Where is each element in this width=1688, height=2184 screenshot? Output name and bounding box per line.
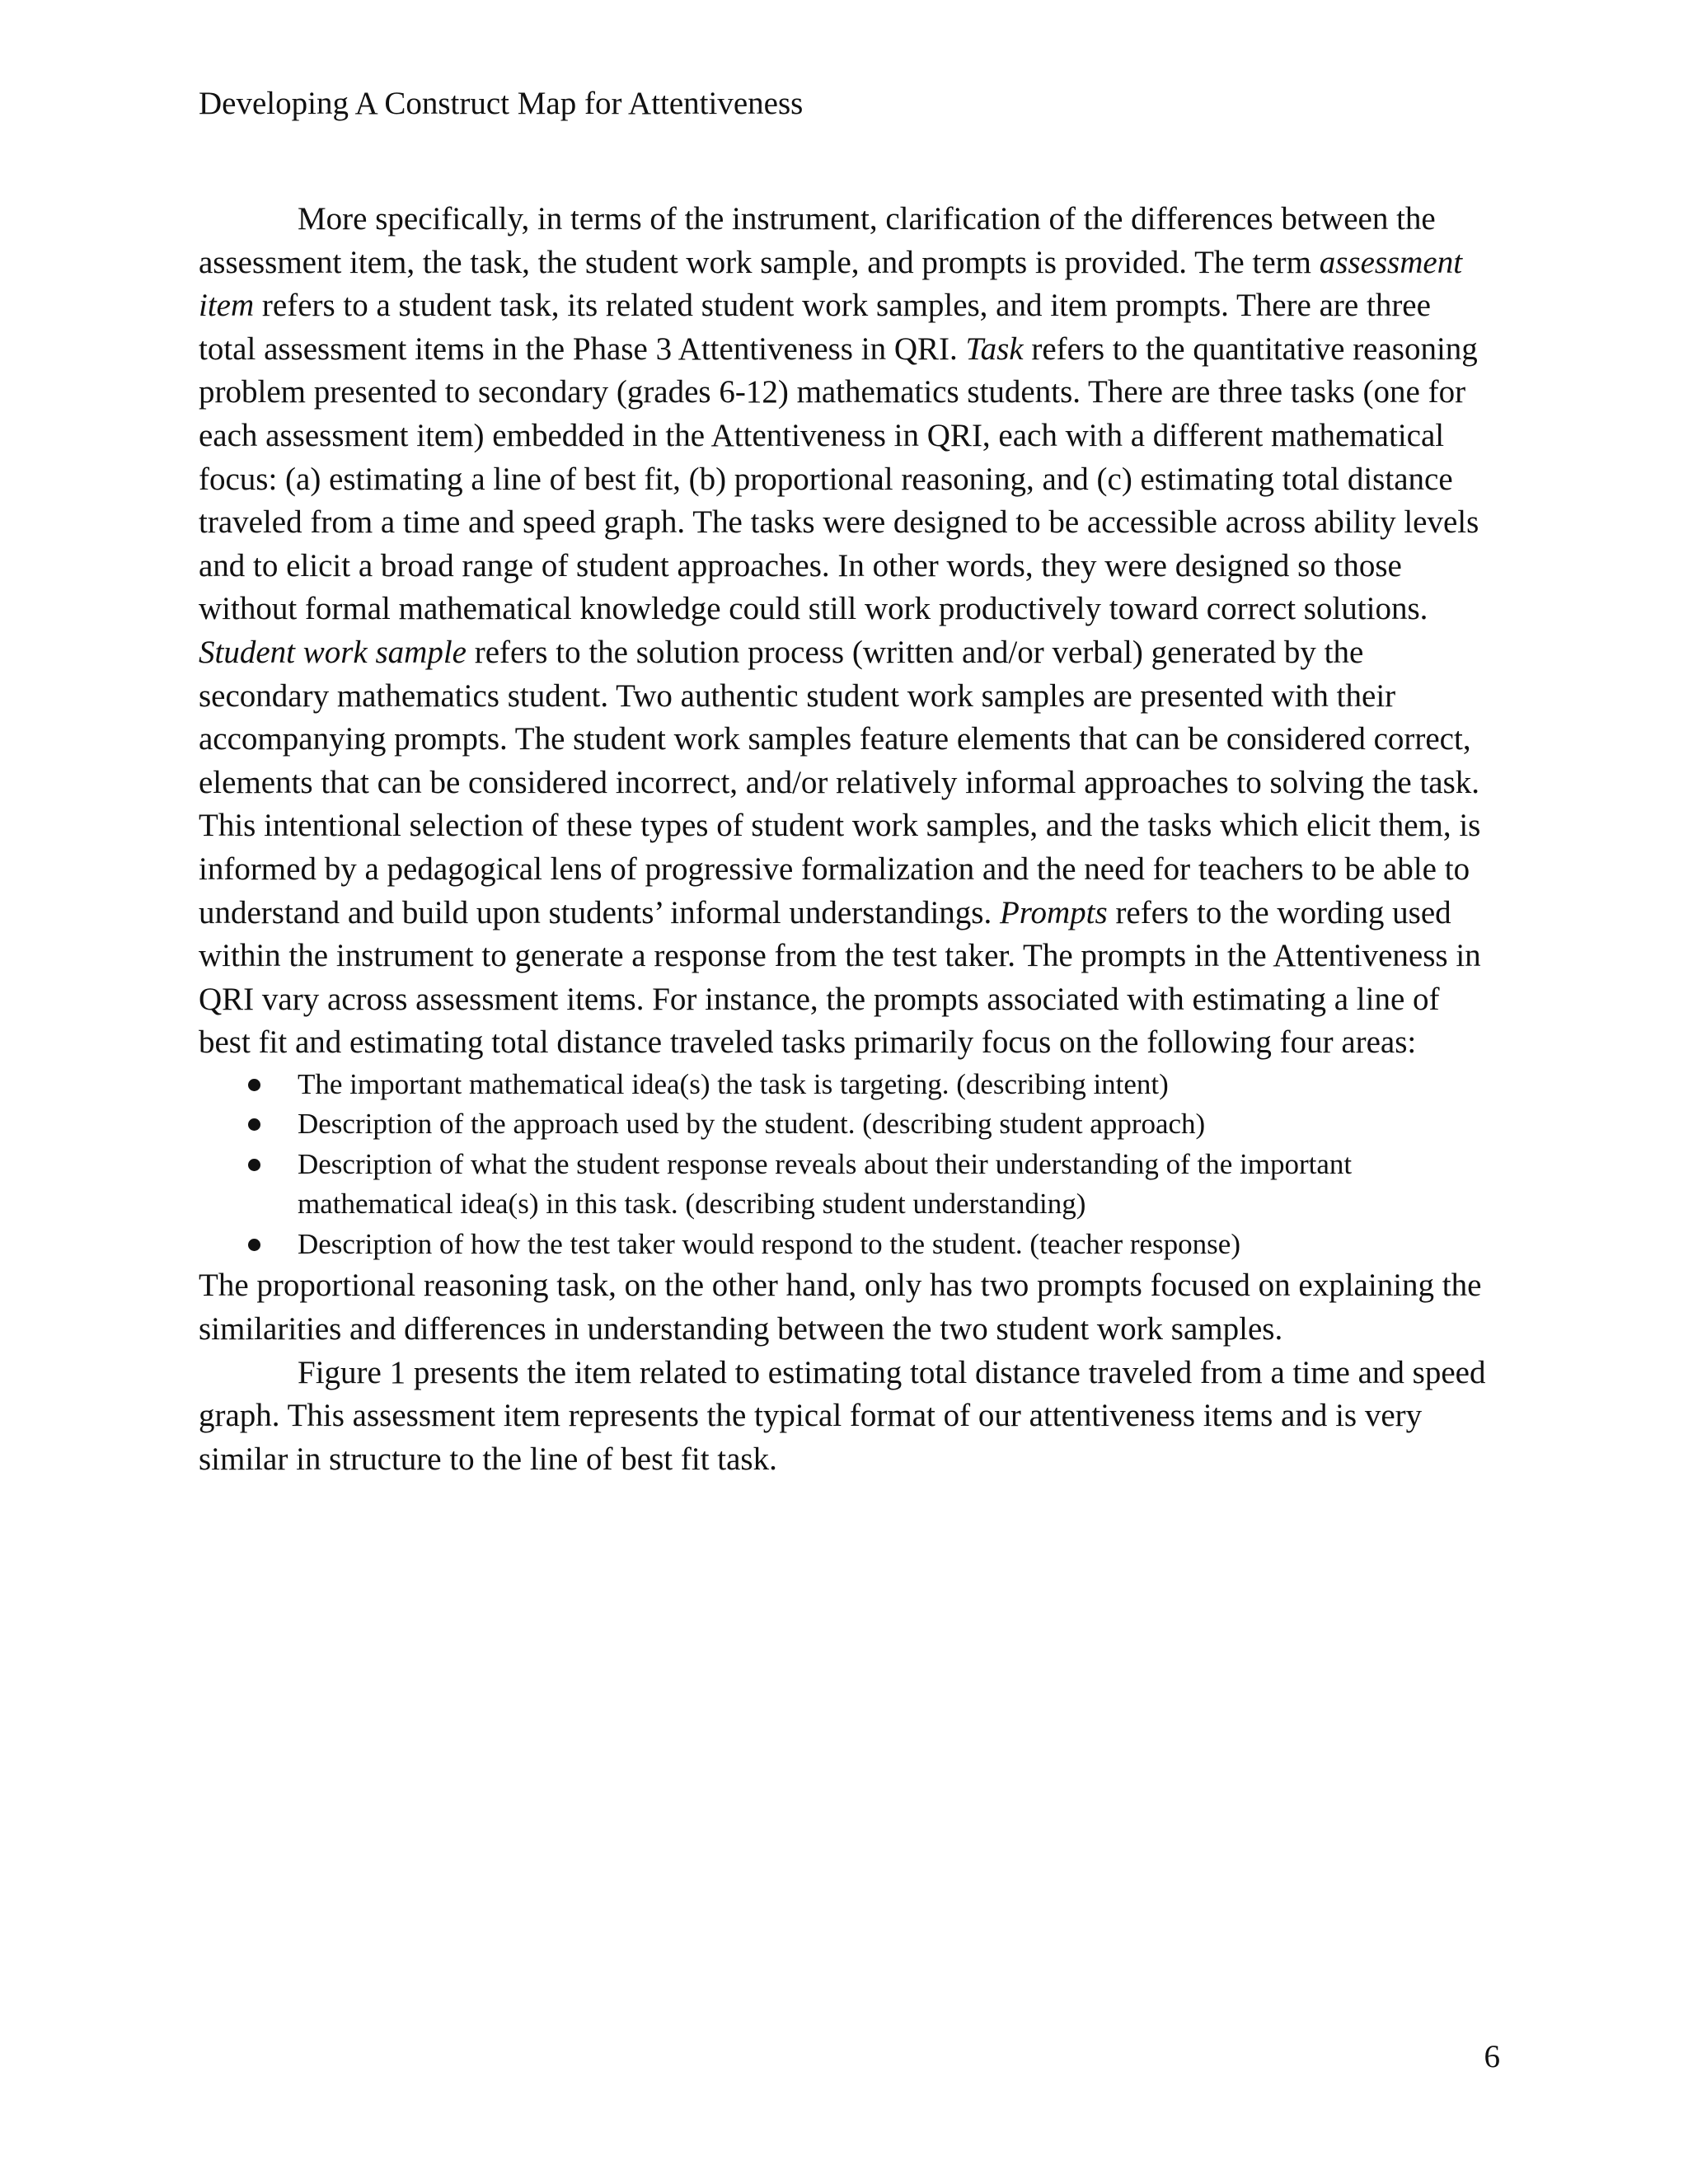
body-text (199, 198, 1493, 1481)
paragraph-figure-reference: Figure 1 presents the item related to estimating total distance traveled from a time and speed graph. This assessment item represents the typical format of our attentiveness items and is very similar in structure to the line of best fit task. (199, 1354, 1486, 1477)
bullet-icon (248, 1079, 260, 1091)
paragraph-terms-definition (199, 198, 1493, 1065)
list-item-text: Description of the approach used by the student. (describing student approach) (298, 1108, 1206, 1141)
term-prompts: Prompts (999, 894, 1108, 930)
list-item (199, 1225, 1493, 1265)
paragraph-text: refers to the solution process (written and/or verbal) generated by the secondary mathematics student. Two authentic student work samples are presented with their accompanying prompts. The student work samples feature elements that can be considered correct, elements that can be considered incorrect, and/or relatively informal approaches to solving the task. This intentional selection of these types of student work samples, and the tasks which elicit them, is informed by a pedagogical lens of progressive formalization and the need for teachers to be able to understand and build upon students’ informal understandings. (199, 634, 1481, 930)
term-assessment-item: assessment item (199, 244, 1463, 324)
list-item-text: Description of how the test taker would respond to the student. (teacher response) (298, 1227, 1240, 1260)
term-student-work-sample: Student work sample (199, 634, 467, 670)
list-item (199, 1065, 1493, 1105)
page-number: 6 (1484, 2039, 1500, 2074)
list-item-text: Description of what the student response reveals about their understanding of the important mathematical idea(s) in this task. (describing student understanding) (298, 1147, 1353, 1221)
paragraph-text: refers to the wording used within the instrument to generate a response from the test taker. The prompts in the Attentiveness in QRI vary across assessment items. For instance, the prompts associated with estimating a line of best fit and estimating total distance traveled tasks primarily focus on the following four areas: (199, 894, 1481, 1061)
paragraph-proportional-reasoning: The proportional reasoning task, on the other hand, only has two prompts focused on explaining the similarities and differences in understanding between the two student work samples. (199, 1268, 1482, 1347)
bullet-icon (248, 1159, 260, 1171)
running-head: Developing A Construct Map for Attentiveness (199, 86, 804, 121)
list-item (199, 1104, 1493, 1145)
bullet-icon (248, 1118, 260, 1131)
paragraph-text: refers to the quantitative reasoning problem presented to secondary (grades 6-12) mathematics students. There are three tasks (one for each assessment item) embedded in the Attentiveness in QRI, each with a different mathematical focus: (a) estimating a line of best fit, (b) proportional reasoning, and (c) estimating total distance traveled from a time and speed graph. The tasks were designed to be accessible across ability levels and to elicit a broad range of student approaches. In other words, they were designed so those without formal mathematical knowledge could still work productively toward correct solutions. (199, 330, 1479, 627)
list-item-text: The important mathematical idea(s) the task is targeting. (describing intent) (298, 1067, 1169, 1100)
prompt-areas-list (199, 1065, 1493, 1265)
term-task: Task (965, 330, 1024, 367)
paragraph-text: refers to a student task, its related student work samples, and item prompts. There are three total assessment items in the Phase 3 Attentiveness in QRI. (199, 288, 1431, 367)
paragraph-text: More specifically, in terms of the instrument, clarification of the differences between the assessment item, the task, the student work sample, and prompts is provided. The term (199, 201, 1436, 280)
list-item (199, 1145, 1493, 1225)
bullet-icon (248, 1239, 260, 1251)
